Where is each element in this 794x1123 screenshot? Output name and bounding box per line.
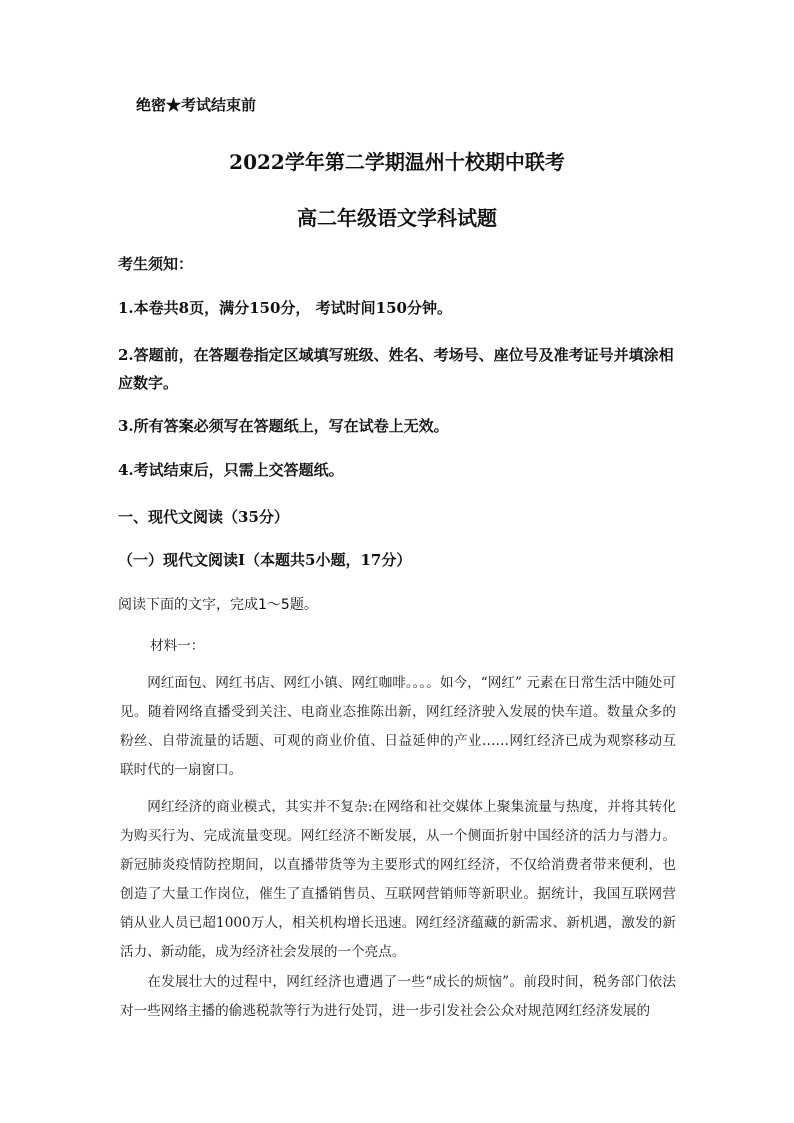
exam-title: 2022学年第二学期温州十校期中联考	[229, 150, 565, 174]
notice-heading: 考生须知：	[118, 255, 194, 273]
confidential-mark: 绝密★考试结束前	[136, 96, 257, 114]
material-paragraph-1: 网红面包、网红书店、网红小镇、网红咖啡。。。。如今，“网红” 元素在日常生活中随处可见。随着网络直播受到关注、电商业态推陈出新，网红经济驶入发展的快车道。数量众多的粉丝、自带流量的话题、可观的商业价值、日益延伸的产业……网红经济已成为观察移动互联时代的一扇窗口。	[120, 675, 676, 778]
subsection-heading: （一）现代文阅读Ⅰ（本题共5小题，17分）	[118, 551, 412, 569]
notice-item-1: 1.本卷共8页，满分150分， 考试时间150分钟。	[118, 299, 452, 317]
exam-subtitle: 高二年级语文学科试题	[297, 206, 497, 230]
section-heading: 一、现代文阅读（35分）	[118, 508, 289, 526]
notice-item-3: 3.所有答案必须写在答题纸上，写在试卷上无效。	[118, 417, 449, 435]
reading-instruction: 阅读下面的文字，完成1～5题。	[118, 597, 318, 613]
notice-item-4: 4.考试结束后，只需上交答题纸。	[118, 461, 344, 479]
material-paragraph-3: 在发展壮大的过程中，网红经济也遭遇了一些“成长的烦恼”。前段时间，税务部门依法对一些网络主播的偷逃税款等行为进行处罚，进一步引发社会公众对规范网红经济发展的	[120, 974, 676, 1019]
notice-item-2: 2.答题前，在答题卷指定区域填写班级、姓名、考场号、座位号及准考证号并填涂相应数字。	[118, 346, 674, 392]
material-label: 材料一：	[150, 638, 205, 654]
material-paragraph-2: 网红经济的商业模式，其实并不复杂:在网络和社交媒体上聚集流量与热度，并将其转化为购买行为、完成流量变现。网红经济不断发展，从一个侧面折射中国经济的活力与潜力。新冠肺炎疫情防控期间，以直播带货等为主要形式的网红经济，不仅给消费者带来便利，也创造了大量工作岗位，催生了直播销售员、互联网营销师等新职业。据统计，我国互联网营销从业人员已超1000万人，相关机构增长迅速。网红经济蕴藏的新需求、新机遇，激发的新活力、新动能，成为经济社会发展的一个亮点。	[120, 799, 676, 960]
